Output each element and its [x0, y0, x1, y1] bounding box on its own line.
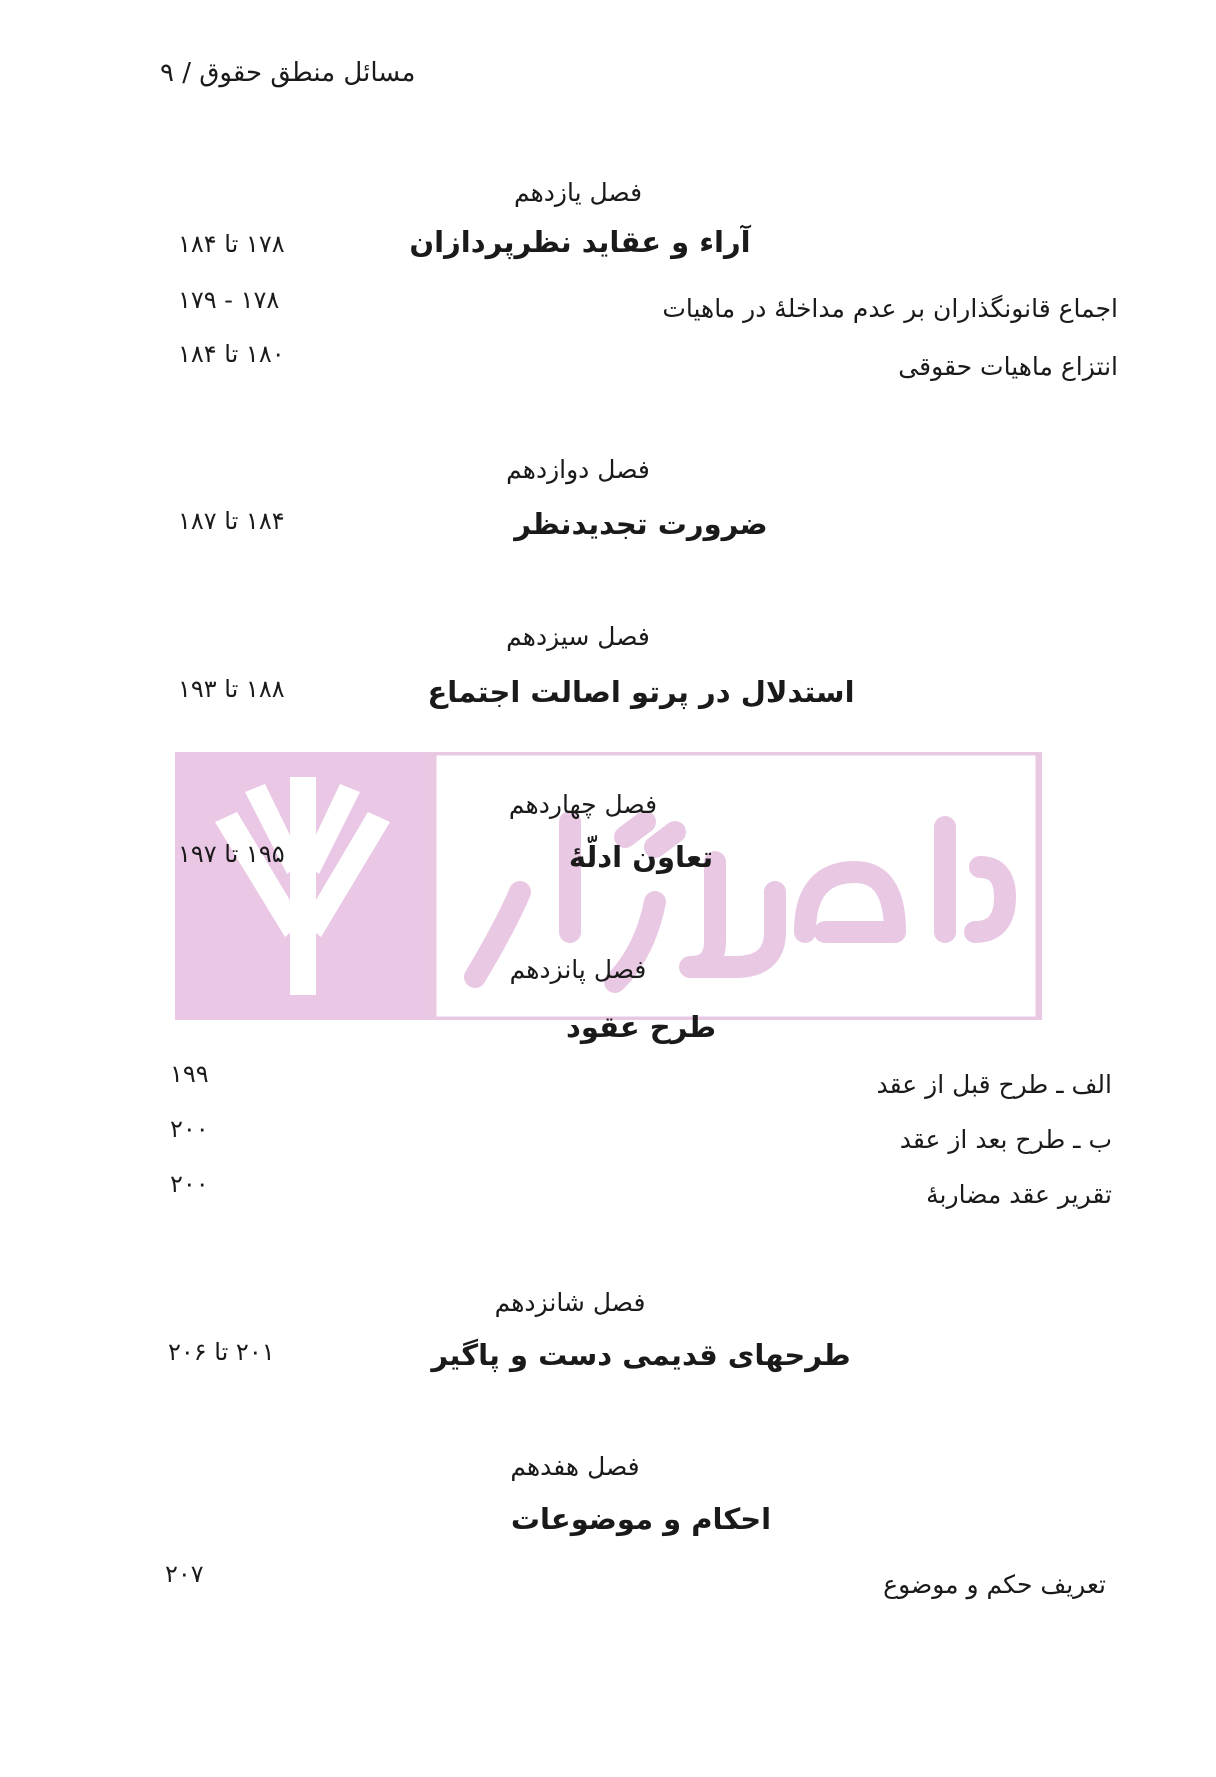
chapter-12-pages: ۱۸۴ تا ۱۸۷: [178, 507, 285, 535]
chapter-11-title: آراء و عقاید نظرپردازان: [409, 225, 751, 259]
chapter-11-topic-2-pages: ۱۸۰ تا ۱۸۴: [178, 340, 285, 368]
chapter-11-topic-1-pages: ۱۷۸ - ۱۷۹: [178, 286, 280, 314]
running-header: مسائل منطق حقوق / ۹: [160, 58, 416, 88]
chapter-15-topic-3: تقریر عقد مضاربهٔ: [926, 1180, 1112, 1209]
chapter-16-title: طرحهای قدیمی دست و پاگیر: [431, 1338, 851, 1372]
chapter-13-pages: ۱۸۸ تا ۱۹۳: [178, 675, 285, 703]
chapter-17-title: احکام و موضوعات: [510, 1502, 772, 1536]
chapter-17-label: فصل هفدهم: [510, 1452, 640, 1481]
chapter-11-topic-2: انتزاع ماهیات حقوقی: [898, 352, 1118, 381]
chapter-13-title: استدلال در پرتو اصالت اجتماع: [427, 675, 855, 709]
chapter-15-topic-1: الف ـ طرح قبل از عقد: [876, 1070, 1112, 1099]
chapter-15-topic-3-pages: ۲۰۰: [170, 1170, 209, 1198]
chapter-15-topic-1-pages: ۱۹۹: [170, 1060, 209, 1088]
chapter-14-pages: ۱۹۵ تا ۱۹۷: [178, 840, 285, 868]
chapter-15-topic-2-pages: ۲۰۰: [170, 1115, 209, 1143]
chapter-12-title: ضرورت تجدیدنظر: [514, 507, 768, 541]
chapter-11-topic-1: اجماع قانونگذاران بر عدم مداخلهٔ در ماهیات: [662, 294, 1118, 323]
chapter-11-label: فصل یازدهم: [513, 178, 643, 207]
chapter-15-label: فصل پانزدهم: [509, 955, 647, 984]
chapter-14-label: فصل چهاردهم: [508, 790, 658, 819]
chapter-15-title: طرح عقود: [565, 1010, 717, 1044]
chapter-17-topic-1: تعریف حکم و موضوع: [883, 1570, 1106, 1599]
chapter-16-pages: ۲۰۱ تا ۲۰۶: [168, 1338, 275, 1366]
chapter-16-label: فصل شانزدهم: [494, 1288, 646, 1317]
chapter-17-topic-1-pages: ۲۰۷: [165, 1560, 204, 1588]
chapter-11-pages: ۱۷۸ تا ۱۸۴: [178, 230, 285, 258]
chapter-14-title: تعاون ادلّهٔ: [568, 840, 714, 874]
chapter-15-topic-2: ب ـ طرح بعد از عقد: [899, 1125, 1112, 1154]
chapter-12-label: فصل دوازدهم: [506, 455, 650, 484]
chapter-13-label: فصل سیزدهم: [506, 622, 650, 651]
